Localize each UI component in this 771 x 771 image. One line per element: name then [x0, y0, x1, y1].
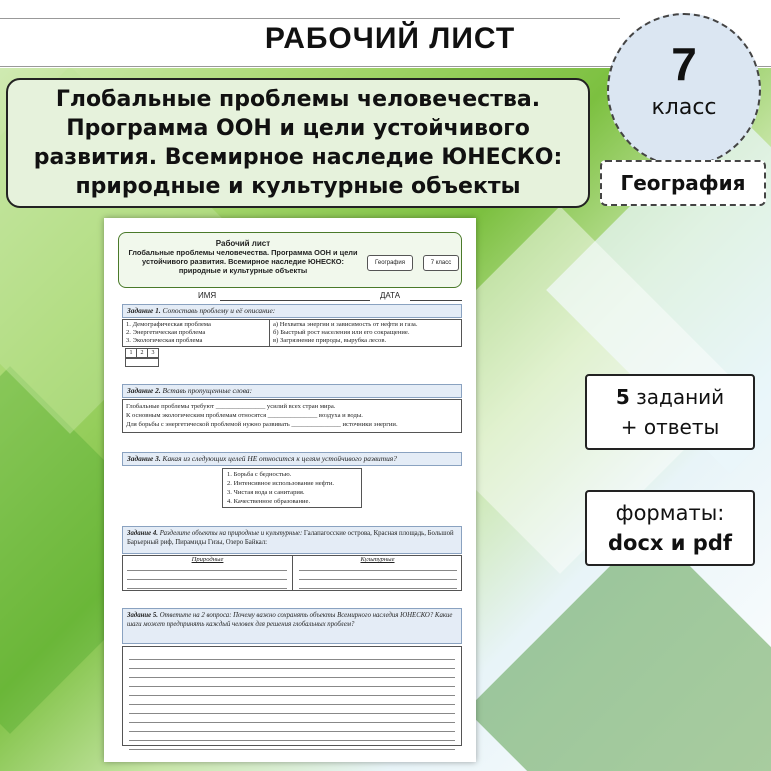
date-label: ДАТА: [380, 291, 401, 300]
task1-answer-cells[interactable]: [126, 348, 159, 359]
task1-header: [122, 304, 462, 318]
topic-title-box: [6, 78, 590, 208]
cultural-lines[interactable]: [299, 562, 457, 589]
task2-line-1: Глобальные проблемы требуют _______________ усилий всех стран мира.: [126, 403, 336, 410]
task4-header-text: [127, 529, 457, 547]
topic-title: Глобальные проблемы человечества. Программа ООН и цели устойчивого развития. Всемирное наследие ЮНЕСКО: природные и культурные объекты: [33, 87, 563, 199]
tasks-count-box: [585, 374, 755, 450]
name-label: ИМЯ: [198, 291, 217, 300]
task1-right-c: в) Загрязнение природы, вырубка лесов.: [273, 337, 387, 344]
task2-number: Задание 2.: [127, 386, 161, 395]
answer-row[interactable]: [125, 357, 159, 367]
task2-box: [122, 399, 462, 433]
task1-number: Задание 1.: [127, 306, 161, 315]
worksheet-header: [118, 232, 462, 288]
worksheet-title-rest: Глобальные проблемы человечества. Программа ООН и цели устойчивого развития. Всемирное наследие ЮНЕСКО: природные и культурные объекты: [128, 248, 358, 275]
task5-answer-box[interactable]: [122, 646, 462, 746]
task3-number: Задание 3.: [127, 454, 161, 463]
answer-lines[interactable]: [129, 651, 455, 750]
divider: [0, 18, 620, 19]
task3-prompt: Какая из следующих целей НЕ относится к целям устойчивого развития?: [160, 454, 397, 463]
task4-header: [122, 526, 462, 554]
natural-lines[interactable]: [127, 562, 287, 589]
page-title: РАБОЧИЙ ЛИСТ: [264, 22, 516, 55]
worksheet-subject-badge: География: [367, 255, 413, 271]
divider: [269, 320, 270, 346]
worksheet-grade-badge: 7 класс: [423, 255, 459, 271]
task1-right-a: а) Нехватка энергии и зависимость от нефти и газа.: [273, 321, 418, 328]
worksheet-title: [125, 239, 361, 275]
worksheet-preview: [104, 218, 476, 762]
task3-options-box: [222, 468, 362, 508]
task3-header: [122, 452, 462, 466]
answer-cell[interactable]: 3: [147, 348, 159, 359]
task5-number: Задание 5.: [127, 612, 158, 619]
task3-option-1: 1. Борьба с бедностью.: [227, 471, 292, 478]
task3-option-3: 3. Чистая вода и санитария.: [227, 489, 305, 496]
task5-header-text: [127, 611, 457, 629]
task1-box: [122, 319, 462, 347]
task1-left-1: 1. Демографическая проблема: [126, 321, 211, 328]
task5-prompt: Ответьте на 2 вопроса: Почему важно сохранять объекты Всемирного наследия ЮНЕСКО? Какие шаги может предпринять каждый человек для решения глобальных проблем?: [127, 612, 453, 628]
task3-option-4: 4. Качественное образование.: [227, 498, 311, 505]
task1-left-3: 3. Экологическая проблема: [126, 337, 203, 344]
grade-label: класс: [651, 95, 717, 120]
task2-prompt: Вставь пропущенные слова:: [160, 386, 253, 395]
subject-badge: [600, 160, 766, 206]
task1-left-2: 2. Энергетическая проблема: [126, 329, 206, 336]
name-line: [220, 300, 370, 301]
column-cultural: Культурные: [360, 556, 395, 563]
grade-badge: [607, 13, 761, 167]
grade-number: 7: [671, 38, 697, 90]
formats-box: [585, 490, 755, 566]
answers-included: + ответы: [620, 415, 720, 439]
worksheet-title-line1: Рабочий лист: [215, 239, 271, 248]
tasks-word: заданий: [636, 385, 725, 409]
answer-cell[interactable]: 2: [136, 348, 148, 359]
task4-table: [122, 555, 462, 591]
task1-right-b: б) Быстрый рост населения или его сокращение.: [273, 329, 410, 336]
task1-prompt: Сопоставь проблему и её описание:: [160, 306, 276, 315]
tasks-count: 5: [615, 385, 630, 409]
answer-cell[interactable]: 1: [125, 348, 137, 359]
task3-option-2: 2. Интенсивное использование нефти.: [227, 480, 335, 487]
task4-number: Задание 4.: [127, 530, 158, 537]
task2-header: [122, 384, 462, 398]
formats-label: форматы:: [615, 501, 725, 525]
task4-prompt: Разделите объекты на природные и культурные:: [158, 530, 303, 537]
column-natural: Природные: [191, 556, 224, 563]
task2-line-2: К основным экологическим проблемам относятся _______________ воздуха и воды.: [126, 412, 363, 419]
formats-value: docx и pdf: [608, 531, 732, 555]
task5-header: [122, 608, 462, 644]
task2-line-3: Для борьбы с энергетической проблемой нужно развивать _______________ источники энергии.: [126, 421, 398, 428]
task4-objects: Галапагосские острова, Красная площадь, Большой Барьерный риф, Пирамиды Гизы, Озеро Байкал:: [127, 530, 454, 546]
date-line: [410, 300, 462, 301]
tasks-count-line: [587, 382, 753, 412]
subject-label: География: [620, 171, 746, 195]
